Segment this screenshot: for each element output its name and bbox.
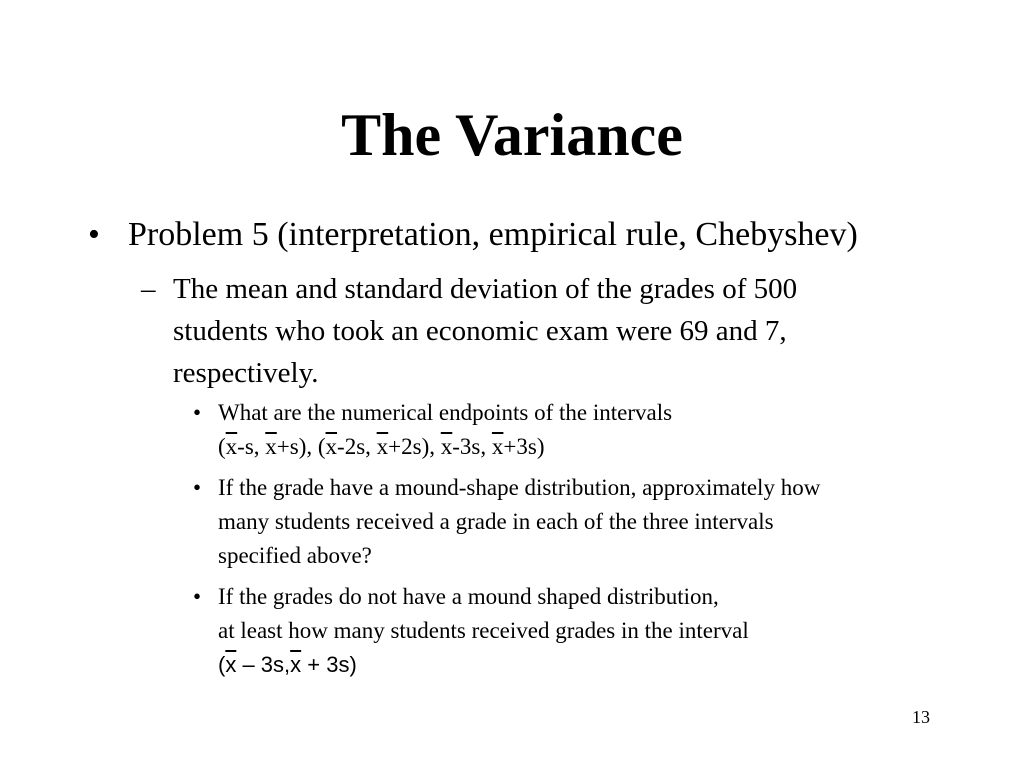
- question-text: [218, 471, 820, 573]
- text-line: What are the numerical endpoints of the intervals: [218, 400, 673, 425]
- page-number: 13: [912, 707, 930, 727]
- text-line: If the grade have a mound-shape distribution, approximately how: [218, 475, 821, 500]
- dash-marker: –: [141, 273, 156, 305]
- xbar-symbol: $\overline{x}$: [225, 434, 238, 459]
- text-part: +2s),: [388, 434, 441, 459]
- bullet-dot: •: [193, 400, 202, 425]
- text-part: + 3s): [301, 652, 357, 677]
- bullet-problem-text: Problem 5 (interpretation, empirical rule, Chebyshev): [128, 216, 858, 253]
- xbar-symbol: $\overline{x}$: [290, 652, 302, 677]
- interval-formula: [218, 648, 749, 682]
- text-line: respectively.: [173, 357, 319, 389]
- xbar-symbol: $\overline{x}$: [265, 434, 277, 459]
- text-part: -3s,: [452, 434, 492, 459]
- question-text: [218, 396, 672, 464]
- text-line: If the grades do not have a mound shaped distribution,: [218, 584, 719, 609]
- text-line: at least how many students received grades in the interval: [218, 618, 749, 643]
- text-part: +s), (: [276, 434, 326, 459]
- text-part: -2s,: [337, 434, 377, 459]
- text-line: many students received a grade in each of the three intervals: [218, 509, 774, 534]
- text-part: (: [218, 434, 226, 459]
- xbar-symbol: $\overline{x}$: [225, 652, 237, 677]
- text-part: -s,: [237, 434, 266, 459]
- text-part: +3s): [503, 434, 545, 459]
- xbar-symbol: $\overline{x}$: [491, 434, 504, 459]
- text-line: specified above?: [218, 543, 372, 568]
- text-line: students who took an economic exam were 69 and 7,: [173, 315, 787, 347]
- text-line: The mean and standard deviation of the grades of 500: [173, 273, 798, 305]
- bullet-dot: •: [193, 584, 202, 609]
- interval-list: [218, 430, 672, 464]
- sub-bullet-text: [173, 268, 797, 394]
- xbar-symbol: $\overline{x}$: [376, 434, 389, 459]
- xbar-symbol: $\overline{x}$: [325, 434, 338, 459]
- text-part: – 3s,: [236, 652, 291, 677]
- bullet-dot: •: [193, 475, 202, 500]
- xbar-symbol: $\overline{x}$: [440, 434, 453, 459]
- bullet-dot: •: [88, 216, 100, 253]
- question-text: [218, 580, 749, 682]
- text-part: (: [218, 652, 226, 677]
- slide-title: The Variance: [341, 102, 683, 168]
